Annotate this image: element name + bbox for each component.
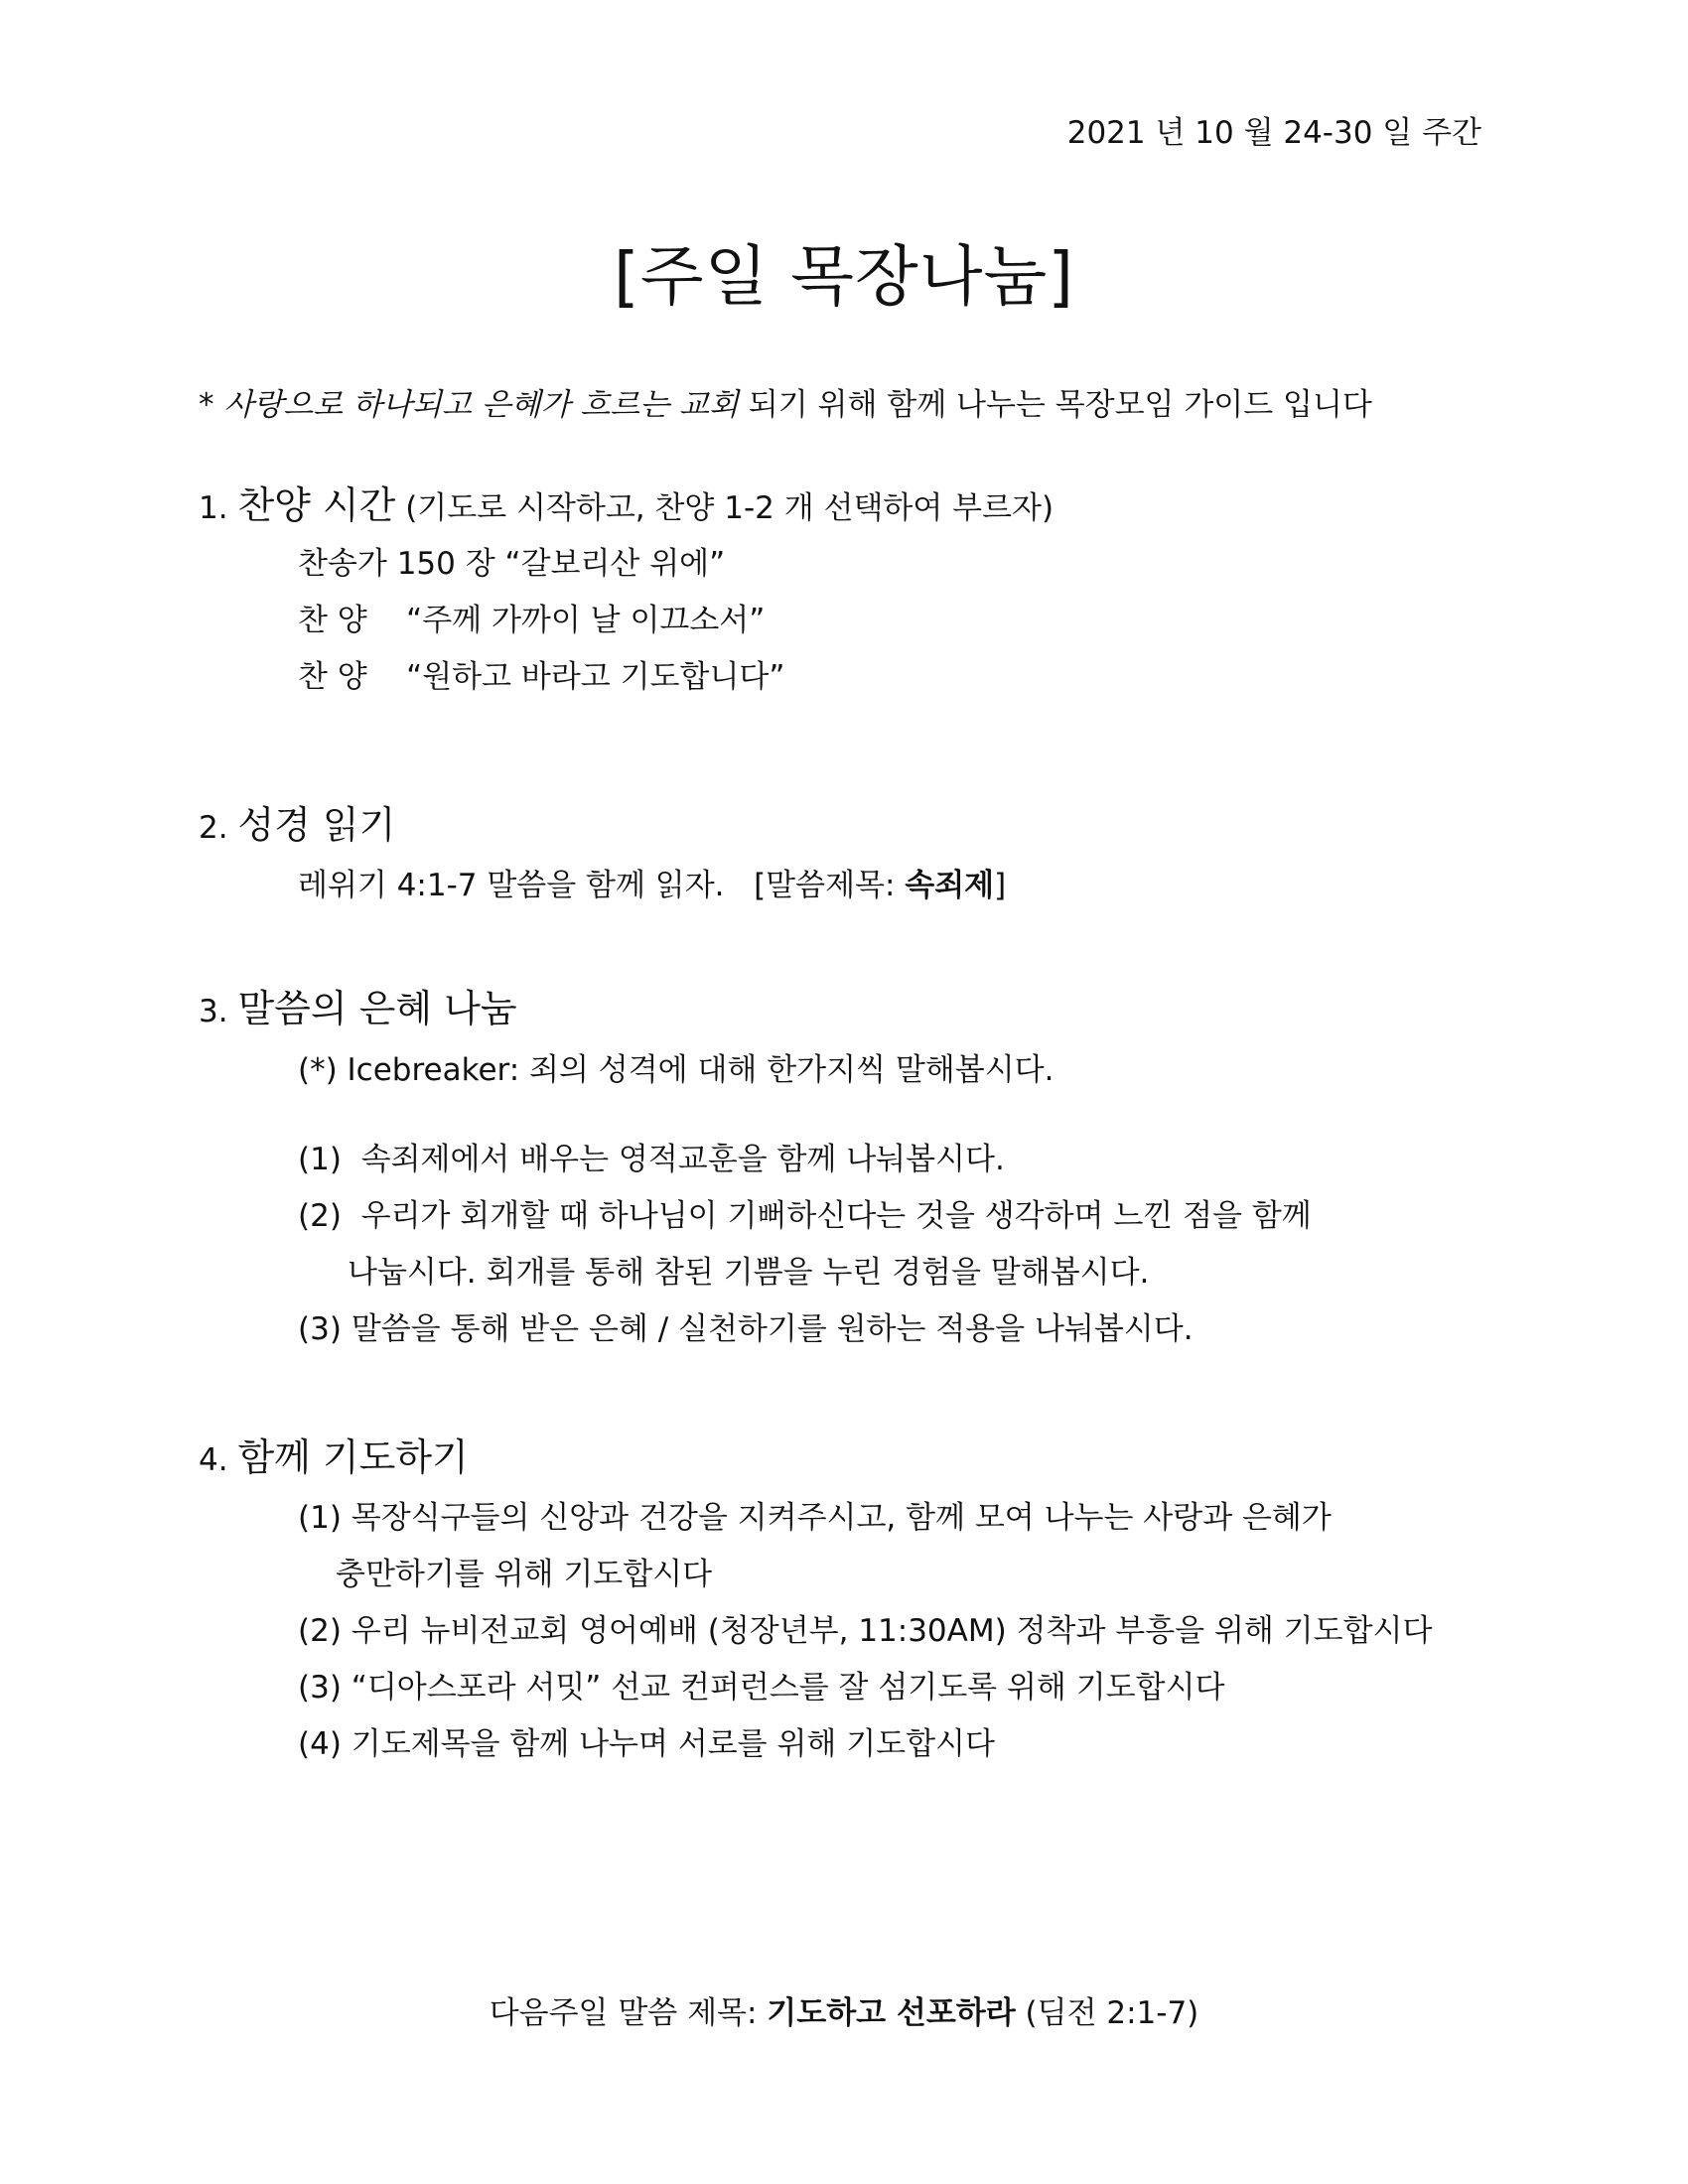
sermon-title: 속죄제 — [905, 868, 995, 903]
prayer-item: (2) 우리 뉴비전교회 영어예배 (청장년부, 11:30AM) 정착과 부흥을 위해 기도합시다 — [298, 1613, 1433, 1649]
prayer-item: (3) “디아스포라 서밋” 선교 컨퍼런스를 잘 섬기도록 위해 기도합시다 — [298, 1670, 1225, 1706]
intro-rest: 되기 위해 함께 나누는 목장모임 가이드 입니다 — [738, 387, 1372, 423]
hymn-item: 찬송가 150 장 “갈보리산 위에” — [298, 546, 726, 582]
section-4-heading — [199, 1427, 469, 1481]
next-sermon-scripture: (딤전 2:1-7) — [1015, 1995, 1199, 2031]
intro-church-motto: 사랑으로 하나되고 은혜가 흐르는 교회 — [223, 387, 739, 423]
section-2-title: 성경 읽기 — [237, 803, 396, 847]
section-1-title: 찬양 시간 — [237, 483, 396, 527]
discussion-item-continued: 나눕시다. 회개를 통해 참된 기쁨을 누린 경험을 말해봅시다. — [348, 1255, 1150, 1291]
section-3-title: 말씀의 은혜 나눔 — [237, 987, 517, 1030]
prayer-item: (1) 목장식구들의 신앙과 건강을 지켜주시고, 함께 모여 나누는 사랑과 은혜가 — [298, 1500, 1332, 1536]
week-date: 2021 년 10 월 24-30 일 주간 — [1066, 115, 1481, 151]
next-sermon — [0, 1987, 1688, 2032]
section-1-heading — [199, 475, 1054, 529]
discussion-item: (3) 말씀을 통해 받은 은혜 / 실천하기를 원하는 적용을 나눠봅시다. — [298, 1311, 1194, 1347]
praise-item: 찬 양 “주께 가까이 날 이끄소서” — [298, 603, 766, 638]
section-4-number: 4. — [199, 1442, 238, 1478]
discussion-item: (1) 속죄제에서 배우는 영적교훈을 함께 나눠봅시다. — [298, 1142, 1005, 1177]
section-1-note: (기도로 시작하고, 찬양 1-2 개 선택하여 부르자) — [395, 490, 1055, 526]
prayer-item: (4) 기도제목을 함께 나누며 서로를 위해 기도합시다 — [298, 1726, 995, 1762]
next-sermon-title: 기도하고 선포하라 — [767, 1995, 1016, 2031]
section-4-title: 함께 기도하기 — [237, 1435, 469, 1479]
reading-text: 레위기 4:1-7 말씀을 함께 읽자. [말씀제목: — [298, 868, 906, 903]
section-3-heading — [199, 978, 517, 1032]
intro-line — [199, 379, 1372, 424]
praise-item: 찬 양 “원하고 바라고 기도합니다” — [298, 659, 785, 695]
scripture-reading — [298, 860, 1006, 904]
intro-star: * — [199, 387, 224, 423]
discussion-item: (2) 우리가 회개할 때 하나님이 기뻐하신다는 것을 생각하며 느낀 점을 함께 — [298, 1198, 1312, 1234]
section-3-number: 3. — [199, 994, 238, 1029]
page-title: [주일 목장나눔] — [613, 238, 1074, 315]
section-2-heading — [199, 794, 395, 849]
section-1-number: 1. — [199, 490, 238, 526]
reading-end: ] — [994, 868, 1007, 903]
prayer-item-continued: 충만하기를 위해 기도합시다 — [336, 1557, 713, 1592]
next-sermon-prefix: 다음주일 말씀 제목: — [489, 1995, 768, 2031]
section-2-number: 2. — [199, 810, 238, 846]
icebreaker: (*) Icebreaker: 죄의 성격에 대해 한가지씩 말해봅시다. — [298, 1052, 1055, 1088]
